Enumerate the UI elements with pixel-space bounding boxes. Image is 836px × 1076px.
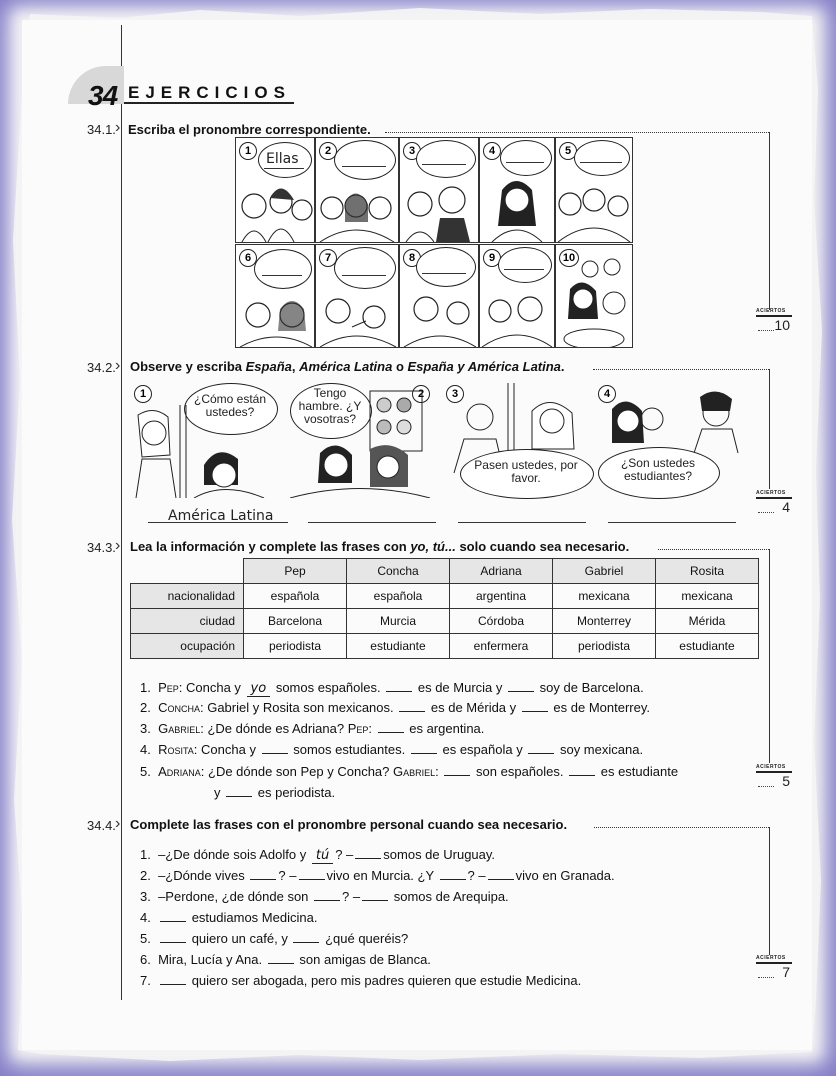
column-header: Pep — [244, 559, 347, 584]
answer-line — [342, 275, 386, 276]
ex2-scene-2 — [290, 383, 432, 498]
exercise-3-bracket — [769, 549, 770, 763]
answer-blank[interactable] — [268, 953, 294, 964]
ex2-bubble-3-text: Pasen ustedes, por favor. — [474, 458, 578, 485]
people-figure — [236, 287, 314, 347]
answer-blank[interactable] — [299, 869, 325, 880]
panel-number: 1 — [134, 385, 152, 403]
title-underline — [124, 102, 294, 104]
table-row — [131, 609, 759, 634]
table-corner — [131, 559, 244, 584]
exercise-1-number: 34.1. — [87, 122, 116, 137]
exercise-4-instruction: Complete las frases con el pronombre personal cuando sea necesario. — [130, 817, 568, 832]
answer-blank[interactable] — [250, 869, 276, 880]
speech-bubble — [500, 140, 552, 176]
ex4-sentence-3: 3. –Perdone, ¿de dónde son ? – somos de Arequipa. — [140, 889, 509, 904]
answer-blank[interactable] — [399, 701, 425, 712]
table-cell: periodista — [244, 634, 347, 659]
ex1-panel-3 — [399, 137, 479, 243]
ex4-sentence-2: 2. –¿Dónde vives ? – vivo en Murcia. ¿Y ? – vivo en Granada. — [140, 868, 615, 883]
table-cell: argentina — [450, 584, 553, 609]
ex1-panel-8 — [399, 244, 479, 348]
ex2-answer-line-1 — [148, 522, 288, 523]
table-cell: estudiante — [656, 634, 759, 659]
answer-blank[interactable] — [569, 765, 595, 776]
ex4-score-box — [756, 955, 792, 985]
bakery-figure — [290, 383, 432, 498]
answer-blank[interactable] — [528, 743, 554, 754]
answer-blank[interactable] — [160, 932, 186, 943]
answer-blank[interactable] — [488, 869, 514, 880]
answer-blank[interactable] — [386, 681, 412, 692]
speech-bubble — [334, 247, 396, 289]
panel-number: 3 — [446, 385, 464, 403]
people-figure — [236, 176, 314, 242]
exercise-2-bracket — [769, 369, 770, 489]
table-cell: Monterrey — [553, 609, 656, 634]
score-label: ACIERTOS — [756, 764, 786, 770]
exercise-3-instruction: Lea la información y complete las frases con yo, tú... solo cuando sea necesario. — [130, 539, 630, 554]
exercise-3-number: 34.3. — [87, 540, 116, 555]
table-row — [131, 634, 759, 659]
panel-number: 4 — [598, 385, 616, 403]
ex3-sentence-5: 5. Adriana: ¿De dónde son Pep y Concha? Gabriel: son españoles. es estudiante — [140, 764, 679, 779]
exercise-2-instruction: Observe y escriba España, América Latina o España y América Latina. — [130, 359, 565, 374]
table-cell: enfermera — [450, 634, 553, 659]
score-label: ACIERTOS — [756, 308, 786, 314]
table-cell: Murcia — [347, 609, 450, 634]
ex1-score-total: 10 — [774, 317, 790, 333]
dotted-leader — [594, 827, 769, 828]
ex4-score-total: 7 — [782, 964, 790, 980]
answer-blank[interactable] — [262, 743, 288, 754]
panel-number: 10 — [559, 249, 579, 267]
chevron-icon: › — [115, 537, 121, 554]
speech-bubble — [254, 249, 312, 289]
panel-number: 2 — [412, 385, 430, 403]
answer-blank[interactable] — [226, 786, 252, 797]
table-cell: periodista — [553, 634, 656, 659]
person-figure — [480, 176, 554, 242]
people-figure — [400, 285, 478, 347]
answer-line — [264, 168, 304, 169]
ex4-sentence-1: 1. –¿De dónde sois Adolfo y tú ? – somos de Uruguay. — [140, 847, 496, 863]
answer-blank[interactable] — [378, 722, 404, 733]
people-figure — [400, 176, 478, 242]
ex1-score-box — [756, 308, 792, 338]
ex2-answer-line-4 — [608, 522, 736, 523]
ex3-score-total: 5 — [782, 773, 790, 789]
ex1-panel-5 — [555, 137, 633, 243]
column-header: Adriana — [450, 559, 553, 584]
exercise-4-bracket — [769, 827, 770, 955]
panel-number: 7 — [319, 249, 337, 267]
table-cell: estudiante — [347, 634, 450, 659]
people-figure — [480, 281, 554, 347]
ex2-score-box — [756, 490, 792, 520]
ex2-answer-line-2 — [308, 522, 436, 523]
ex1-panel-1 — [235, 137, 315, 243]
page-number: 34 — [88, 80, 118, 111]
row-header: nacionalidad — [131, 584, 244, 609]
dotted-leader — [593, 369, 769, 370]
page-title: EJERCICIOS — [128, 83, 291, 102]
panel-number: 5 — [559, 142, 577, 160]
score-line — [758, 786, 774, 787]
ex2-bubble-4-text: ¿Son ustedes estudiantes? — [620, 456, 696, 483]
panel-number: 1 — [239, 142, 257, 160]
answer-line — [342, 166, 386, 167]
panel-number: 6 — [239, 249, 257, 267]
score-line — [758, 512, 774, 513]
panel-number: 8 — [403, 249, 421, 267]
ex1-panel-10 — [555, 244, 633, 348]
panel-number: 2 — [319, 142, 337, 160]
ex1-panel-9 — [479, 244, 555, 348]
margin-rule — [121, 25, 122, 1000]
ex2-answer-line-3 — [458, 522, 586, 523]
answer-blank[interactable] — [160, 911, 186, 922]
answer-blank[interactable] — [411, 743, 437, 754]
ex2-answer-1: América Latina — [168, 508, 274, 524]
answer-blank[interactable] — [522, 701, 548, 712]
exercise-1-bracket — [769, 132, 770, 310]
ex4-sentence-6: 6. Mira, Lucía y Ana. son amigas de Blanca. — [140, 952, 431, 967]
ex2-bubble-1-text: ¿Cómo están ustedes? — [193, 392, 267, 419]
ex4-answer-1[interactable]: tú — [312, 848, 333, 864]
ex3-answer-1[interactable]: yo — [247, 681, 271, 697]
table-cell: española — [347, 584, 450, 609]
table-cell: española — [244, 584, 347, 609]
table-row — [131, 584, 759, 609]
people-figure — [134, 405, 274, 498]
exercise-4-number: 34.4. — [87, 818, 116, 833]
ex4-sentence-5: 5. quiero un café, y ¿qué queréis? — [140, 931, 409, 946]
chevron-icon: › — [115, 357, 121, 374]
speech-bubble — [416, 140, 476, 178]
dotted-leader — [385, 132, 769, 133]
answer-line — [422, 164, 466, 165]
answer-blank[interactable] — [444, 765, 470, 776]
column-header: Rosita — [656, 559, 759, 584]
ex2-score-total: 4 — [782, 499, 790, 515]
ex1-answer-1: Ellas — [266, 151, 299, 167]
score-label: ACIERTOS — [756, 490, 786, 496]
people-figure — [316, 287, 398, 347]
ex1-panel-2 — [315, 137, 399, 243]
speech-bubble — [574, 140, 630, 176]
ex3-score-box — [756, 764, 792, 794]
table-cell: Mérida — [656, 609, 759, 634]
ex2-scene-1 — [134, 383, 274, 498]
dotted-leader — [658, 549, 769, 550]
answer-line — [262, 275, 302, 276]
exercise-1-instruction: Escriba el pronombre correspondiente. — [128, 122, 371, 137]
info-table — [130, 558, 759, 659]
table-header-row — [131, 559, 759, 584]
answer-blank[interactable] — [508, 681, 534, 692]
speech-bubble — [498, 247, 552, 283]
table-cell: mexicana — [553, 584, 656, 609]
speech-bubble — [334, 140, 396, 180]
column-header: Gabriel — [553, 559, 656, 584]
people-figure — [316, 178, 398, 242]
ex3-sentence-3: 3. Gabriel: ¿De dónde es Adriana? Pep: es argentina. — [140, 721, 485, 736]
panel-number: 9 — [483, 249, 501, 267]
panel-number: 3 — [403, 142, 421, 160]
ex2-scene-3 — [446, 383, 592, 498]
speech-bubble — [416, 247, 476, 287]
answer-blank[interactable] — [160, 974, 186, 985]
exercise-2-number: 34.2. — [87, 360, 116, 375]
table-cell: Barcelona — [244, 609, 347, 634]
answer-blank[interactable] — [362, 890, 388, 901]
table-cell: mexicana — [656, 584, 759, 609]
panel-number: 4 — [483, 142, 501, 160]
ex3-sentence-5-cont: y es periodista. — [214, 785, 336, 800]
answer-blank[interactable] — [355, 848, 381, 859]
ex1-panel-4 — [479, 137, 555, 243]
ex2-scene-4 — [598, 383, 744, 498]
answer-blank[interactable] — [314, 890, 340, 901]
ex4-sentence-7: 7. quiero ser abogada, pero mis padres quieren que estudie Medicina. — [140, 973, 582, 988]
chevron-icon: › — [115, 119, 121, 136]
people-figure — [556, 174, 632, 242]
row-header: ocupación — [131, 634, 244, 659]
table-cell: Córdoba — [450, 609, 553, 634]
ex2-bubble-2-text: Tengo hambre. ¿Y vosotras? — [298, 386, 362, 426]
ex1-panel-7 — [315, 244, 399, 348]
ex3-sentence-1: 1. Pep: Concha y yo somos españoles. es de Murcia y soy de Barcelona. — [140, 680, 644, 696]
answer-blank[interactable] — [293, 932, 319, 943]
answer-line — [506, 162, 544, 163]
ex3-sentence-4: 4. Rosita: Concha y somos estudiantes. es española y soy mexicana. — [140, 742, 644, 757]
score-label: ACIERTOS — [756, 955, 786, 961]
people-figure — [556, 255, 632, 347]
answer-line — [580, 162, 622, 163]
answer-line — [422, 273, 466, 274]
ex4-sentence-4: 4. estudiamos Medicina. — [140, 910, 318, 925]
chevron-icon: › — [115, 815, 121, 832]
score-line — [758, 977, 774, 978]
answer-blank[interactable] — [440, 869, 466, 880]
ex1-panel-6 — [235, 244, 315, 348]
ex3-sentence-2: 2. Concha: Gabriel y Rosita son mexicanos. es de Mérida y es de Monterrey. — [140, 700, 650, 715]
answer-line — [504, 269, 544, 270]
score-line — [758, 330, 774, 331]
column-header: Concha — [347, 559, 450, 584]
row-header: ciudad — [131, 609, 244, 634]
